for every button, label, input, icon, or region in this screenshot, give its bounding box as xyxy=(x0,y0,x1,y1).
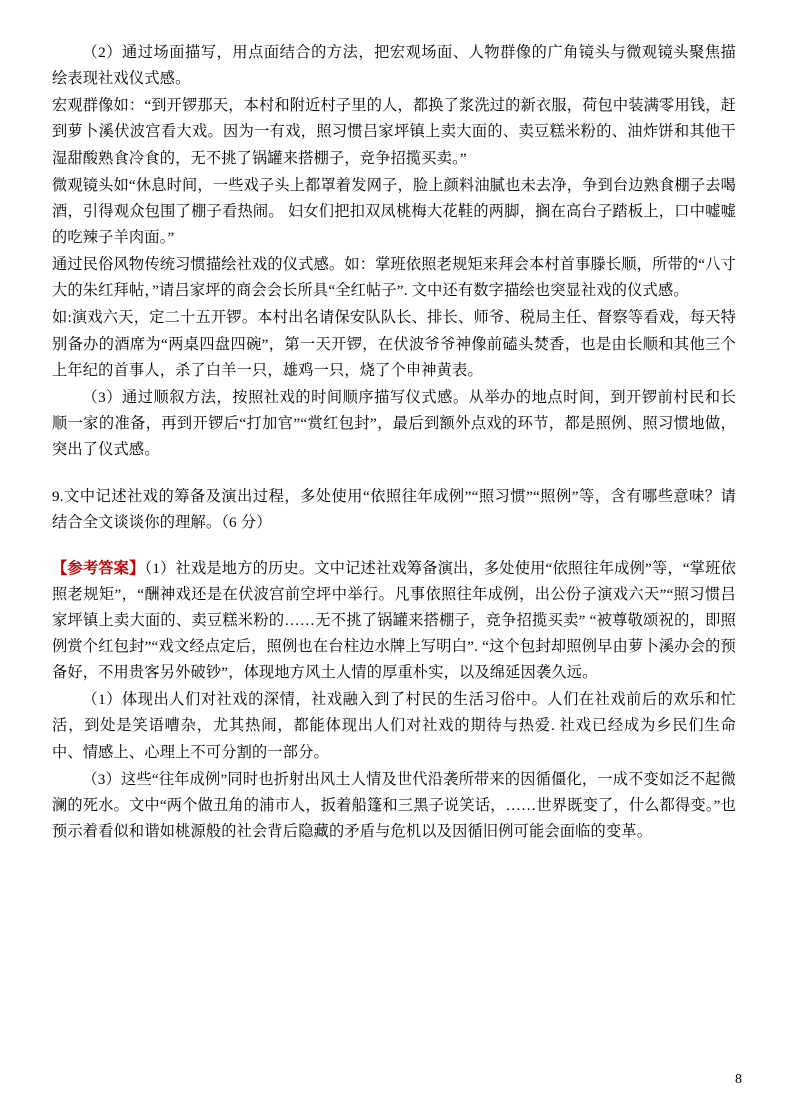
answer-paragraph: （3）这些“往年成例”同时也折射出风土人情及世代沿袭所带来的因循僵化，一成不变如泛不起微澜的死水。文中“两个做丑角的浦市人，扳着船篷和三黑子说笑话，……世界既变了，什么都得变。”也预示着看似和谐如桃源般的社会背后隐藏的矛盾与危机以及因循旧例可能会面临的变革。 xyxy=(52,770,736,840)
page-number: 8 xyxy=(735,1072,742,1087)
paragraph: （2）通过场面描写，用点面结合的方法，把宏观场面、人物群像的广角镜头与微观镜头聚焦描绘表现社戏仪式感。 xyxy=(52,44,736,88)
answer-first-paragraph xyxy=(52,556,736,687)
paragraph: 如:演戏六天，定二十五开锣。本村出名请保安队队长、排长、师爷、税局主任、督察等看戏，每天特别备办的酒席为“两桌四盘四碗”，第一天开锣，在伏波爷爷神像前磕头焚香，也是由长顺和其他三个上年纪的首事人，杀了白羊一只，雄鸡一只，烧了个申神黄表。 xyxy=(52,309,736,379)
paragraph: 宏观群像如：“到开锣那天，本村和附近村子里的人，都换了浆洗过的新衣服，荷包中装满零用钱，赶到萝卜溪伏波宫看大戏。因为一有戏，照习惯吕家坪镇上卖大面的、卖豆糕米粉的、油炸饼和其他干湿甜酸熟食冷食的，无不挑了锅罐来搭棚子，竞争招揽买卖。” xyxy=(52,97,736,167)
answer-paragraph: （1）体现出人们对社戏的深情，社戏融入到了村民的生活习俗中。人们在社戏前后的欢乐和忙活，到处是笑语嘈杂，尤其热闹，都能体现出人们对社戏的期待与热爱. 社戏已经成为乡民们生命中、情感上、心理上不可分割的一部分。 xyxy=(52,691,736,761)
answer-text: （1）社戏是地方的历史。文中记述社戏筹备演出，多处使用“依照往年成例”等，“掌班依照老规矩”，“酬神戏还是在伏波宫前空坪中举行。凡事依照往年成例，出公份子演戏六天”“照习惯吕家坪镇上卖大面的、卖豆糕米粉的……无不挑了锅罐来搭棚子，竞争招揽买卖” “被尊敬颂祝的，即照例赏个红包封”“戏文经点定后，照例也在台柱边水牌上写明白”. “这个包封却照例早由萝卜溪办会的预备好，不用贵客另外破钞”，体现地方风土人情的厚重朴实，以及绵延因袭久远。 xyxy=(52,559,736,682)
document-body xyxy=(52,40,736,845)
answer-label: 【参考答案】 xyxy=(52,559,145,577)
paragraph: 通过民俗风物传统习惯描绘社戏的仪式感。如：掌班依照老规矩来拜会本村首事滕长顺，所带的“八寸大的朱红拜帖，”请吕家坪的商会会长所具“全红帖子”. 文中还有数字描绘也突显社戏的仪式感。 xyxy=(52,256,736,300)
spacer xyxy=(52,464,736,480)
paragraph: （3）通过顺叙方法，按照社戏的时间顺序描写仪式感。从举办的地点时间，到开锣前村民和长顺一家的准备，再到开锣后“打加官”“赏红包封”，最后到额外点戏的环节，都是照例、照习惯地做，突出了仪式感。 xyxy=(52,388,736,459)
question-9: 9.文中记述社戏的筹备及演出过程，多处使用“依照往年成例”“照习惯”“照例”等，含有哪些意味？请结合全文谈谈你的理解。（6 分） xyxy=(52,488,736,532)
spacer xyxy=(52,538,736,554)
paragraph: 微观镜头如“休息时间，一些戏子头上都罩着发网子，脸上颜料油腻也未去净，争到台边熟食棚子去喝酒，引得观众包围了棚子看热闹。 妇女们把扣双凤桃梅大花鞋的两脚，搁在高台子踏板上，口中嘘嘘的吃辣子羊肉面。” xyxy=(52,176,736,246)
